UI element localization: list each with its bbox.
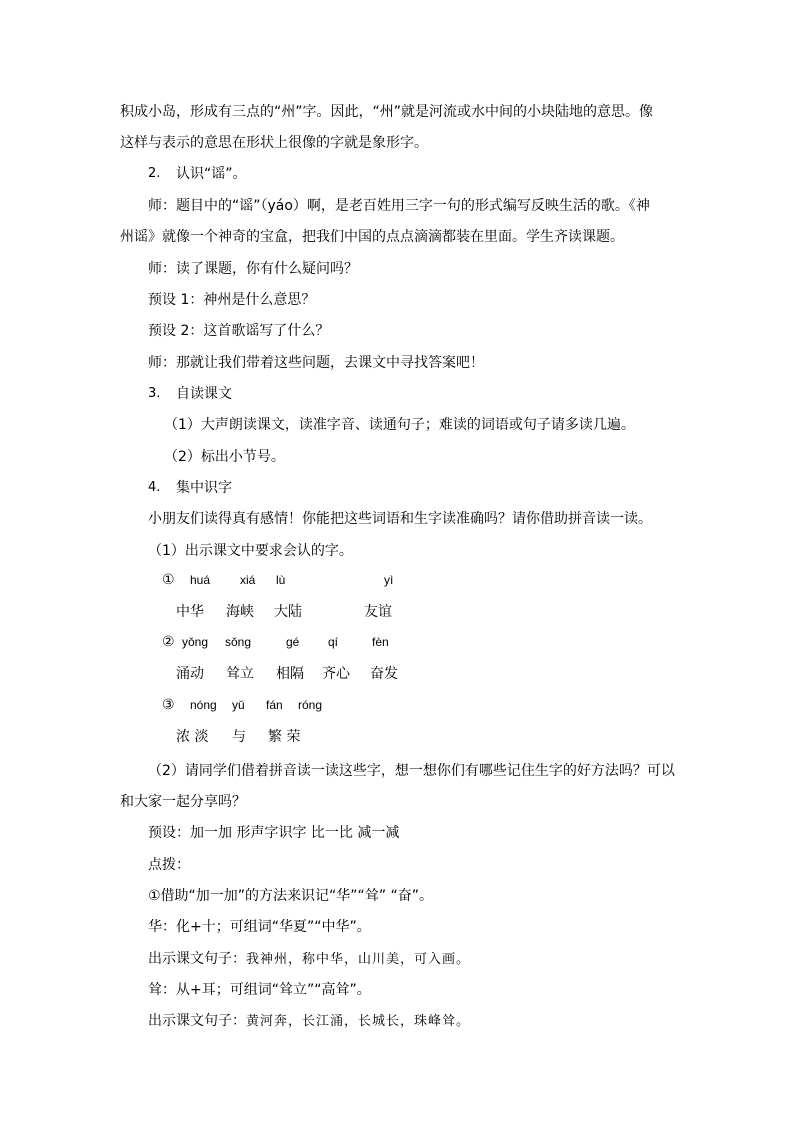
pinyin: yì	[384, 573, 394, 587]
vocab-word: 齐心	[322, 666, 350, 682]
pinyin: gé	[286, 635, 300, 649]
vocab-word: 友谊	[364, 604, 392, 620]
section-heading: 自读课文	[176, 386, 232, 402]
pinyin: róng	[298, 698, 323, 712]
vocab-word: 繁 荣	[268, 729, 301, 745]
pinyin: nóng	[190, 698, 217, 712]
paragraph-line: 华：化+十；可组词“华夏”“中华”。	[148, 919, 371, 935]
text-quote: 我神州，称中华，山川美，可入画。	[246, 952, 471, 967]
group-marker: ①	[162, 572, 175, 588]
text-quote: 黄河奔，长江涌，长城长，珠峰耸。	[246, 1014, 471, 1029]
section-number: 2.	[148, 166, 161, 181]
paragraph-line: 点拨：	[148, 857, 190, 873]
group-marker: ②	[162, 634, 175, 650]
group-marker: ③	[162, 697, 175, 713]
pinyin: sǒng	[225, 635, 252, 649]
vocab-word: 海峡	[226, 604, 254, 620]
pinyin: qí	[328, 635, 339, 649]
paragraph-line: 师：题目中的“谣”（yáo）啊，是老百姓用三字一句的形式编写反映生活的歌。《神	[148, 198, 650, 214]
vocab-word: 耸立	[226, 666, 254, 682]
vocab-word: 中华	[176, 604, 204, 620]
vocab-word: 相隔	[276, 666, 304, 682]
paragraph-line: ①借助“加一加”的方法来识记“华”“耸” “奋”。	[148, 888, 434, 904]
paragraph-line	[148, 1012, 470, 1031]
paragraph-line: 预设：加一加 形声字识字 比一比 减一减	[148, 825, 400, 841]
vocab-word: 与	[232, 729, 246, 745]
section-heading: 认识“谣”。	[176, 166, 247, 182]
pinyin: xiá	[240, 573, 256, 587]
paragraph-line: 预设 2：这首歌谣写了什么？	[148, 323, 330, 339]
vocab-word: 大陆	[274, 604, 302, 620]
pinyin: yǔ	[232, 698, 245, 712]
vocab-word: 浓 淡	[176, 729, 209, 745]
section-number: 4.	[148, 480, 161, 495]
sentence-prefix: 出示课文句子：	[148, 1013, 246, 1029]
paragraph-line: 耸：从+耳；可组词“耸立”“高耸”。	[148, 982, 371, 998]
section-number: 3.	[148, 386, 161, 401]
vocab-word: 奋发	[370, 666, 398, 682]
paragraph-line: 积成小岛，形成有三点的“州”字。因此，“州”就是河流或水中间的小块陆地的意思。像	[120, 104, 654, 120]
paragraph-line: 师：读了课题，你有什么疑问吗？	[148, 261, 358, 277]
paragraph-line: 小朋友们读得真有感情！你能把这些词语和生字读准确吗？请你借助拼音读一读。	[148, 511, 652, 527]
paragraph-line	[148, 950, 470, 969]
paragraph-line: （1）大声朗读课文，读准字音、读通句子；难读的词语或句子请多读几遍。	[164, 417, 635, 433]
paragraph-line: （1）出示课文中要求会认的字。	[148, 543, 353, 559]
paragraph-line: 这样与表示的意思在形状上很像的字就是象形字。	[120, 135, 428, 151]
paragraph-line: （2）请同学们借着拼音读一读这些字，想一想你们有哪些记住生字的好方法吗？可以	[148, 763, 675, 779]
paragraph-line: 预设 1：神州是什么意思？	[148, 292, 316, 308]
paragraph-line: 和大家一起分享吗？	[120, 794, 246, 810]
vocab-word: 涌动	[176, 666, 204, 682]
sentence-prefix: 出示课文句子：	[148, 951, 246, 967]
pinyin: lù	[276, 573, 286, 587]
pinyin: fèn	[372, 635, 389, 649]
section-heading: 集中识字	[176, 480, 232, 496]
pinyin: yǒng	[182, 635, 209, 649]
paragraph-line: 师：那就让我们带着这些问题，去课文中寻找答案吧！	[148, 355, 484, 371]
paragraph-line: （2）标出小节号。	[164, 449, 285, 465]
pinyin: fán	[266, 698, 283, 712]
paragraph-line: 州谣》就像一个神奇的宝盒，把我们中国的点点滴滴都装在里面。学生齐读课题。	[120, 229, 624, 245]
pinyin: huá	[190, 573, 211, 587]
